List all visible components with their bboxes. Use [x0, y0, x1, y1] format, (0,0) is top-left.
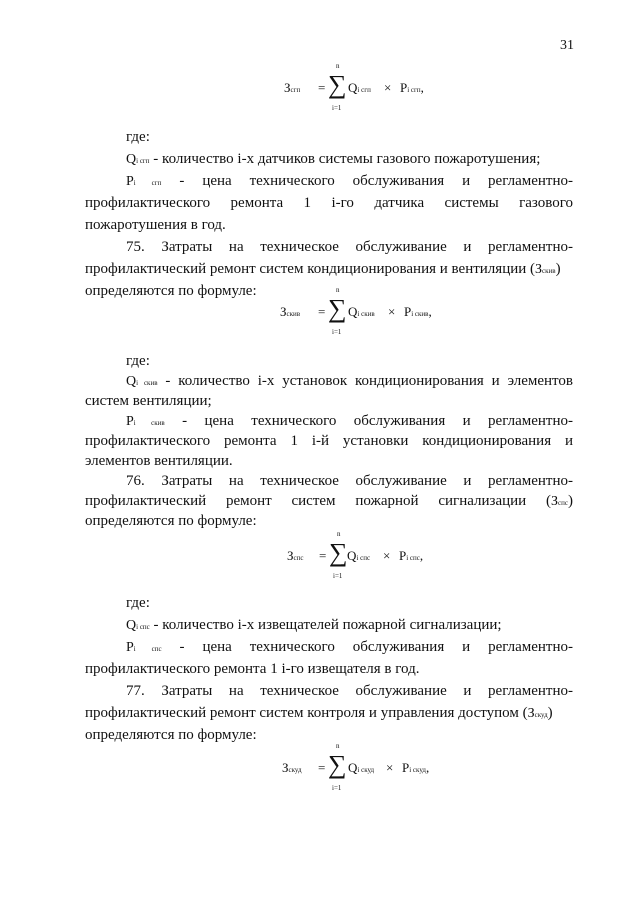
- formula-q: Qi спс: [347, 548, 371, 563]
- formula-p: Pi спс,: [399, 548, 424, 563]
- p-symbol: Pi скив: [126, 414, 165, 429]
- formula-p: Pi сгп,: [400, 80, 424, 95]
- formula-air-conditioning: [280, 288, 480, 348]
- equals-sign: =: [318, 304, 326, 319]
- paragraph-line: профилактического ремонта 1 i-го извещателя в год.: [85, 661, 420, 677]
- sum-lower-limit: i=1: [332, 328, 342, 336]
- equals-sign: =: [318, 80, 326, 95]
- p-symbol: Pi сгп: [126, 174, 162, 189]
- definition-p-line: Pi сгп - цена технического обслуживания и регламентно-: [126, 173, 574, 189]
- definition-q-line: Qi сгп - количество i-х датчиков системы газового пожаротушения;: [126, 151, 541, 167]
- formula-q: Qi сгп: [348, 80, 371, 95]
- item-75-line3: определяются по формуле:: [85, 283, 257, 299]
- sum-lower-limit: i=1: [333, 572, 343, 580]
- p-symbol: Pi спс: [126, 640, 162, 655]
- sum-upper-limit: n: [336, 286, 340, 294]
- formula-p: Pi скив,: [404, 304, 432, 319]
- sum-upper-limit: n: [337, 530, 341, 538]
- formula-q: Qi скуд: [348, 760, 375, 775]
- times-sign: ×: [384, 80, 392, 95]
- formula-p: Pi скуд,: [402, 760, 430, 775]
- times-sign: ×: [386, 760, 394, 775]
- formula-lhs: Зскуд: [282, 760, 302, 775]
- times-sign: ×: [388, 304, 396, 319]
- formula-lhs: Зспс: [287, 548, 304, 563]
- sigma-symbol: ∑: [328, 294, 347, 323]
- item-77-line3: определяются по формуле:: [85, 727, 257, 743]
- definition-q-line: Qi скив - количество i-х установок кондиционирования и элементов: [126, 373, 573, 389]
- paragraph-line: профилактического ремонта 1 i-го датчика системы газового: [85, 195, 573, 211]
- item-75-line2: профилактический ремонт систем кондиционирования и вентиляции (Зскив): [85, 261, 561, 277]
- q-symbol: Qi сгп: [126, 152, 150, 167]
- definition-p-line: Pi спс - цена технического обслуживания и регламентно-: [126, 639, 574, 655]
- sigma-symbol: ∑: [329, 538, 348, 567]
- item-77-heading: 77. Затраты на техническое обслуживание и регламентно-: [126, 683, 573, 699]
- paragraph-line: систем вентиляции;: [85, 393, 212, 409]
- equals-sign: =: [319, 548, 327, 563]
- where-label: где:: [126, 595, 150, 611]
- paragraph-line: элементов вентиляции.: [85, 453, 233, 469]
- sum-upper-limit: n: [336, 62, 340, 70]
- times-sign: ×: [383, 548, 391, 563]
- definition-q-line: Qi спс - количество i-х извещателей пожарной сигнализации;: [126, 617, 502, 633]
- item-76-line2: профилактический ремонт систем пожарной сигнализации (Зспс): [85, 493, 573, 509]
- q-symbol: Qi спс: [126, 618, 150, 633]
- formula-gas-fire: [284, 64, 484, 124]
- where-label: где:: [126, 353, 150, 369]
- sigma-symbol: ∑: [328, 750, 347, 779]
- formula-q: Qi скив: [348, 304, 375, 319]
- formula-lhs: Зсгп: [284, 80, 301, 95]
- sum-upper-limit: n: [336, 742, 340, 750]
- sum-lower-limit: i=1: [332, 784, 342, 792]
- page-number: 31: [560, 38, 574, 53]
- formula-fire-alarm: [287, 532, 487, 592]
- item-76-heading: 76. Затраты на техническое обслуживание и регламентно-: [126, 473, 573, 489]
- where-label: где:: [126, 129, 150, 145]
- formula-lhs: Зскив: [280, 304, 301, 319]
- paragraph-line: профилактического ремонта 1 i-й установки кондиционирования и: [85, 433, 573, 449]
- item-76-line3: определяются по формуле:: [85, 513, 257, 529]
- item-77-line2: профилактический ремонт систем контроля и управления доступом (Зскуд): [85, 705, 553, 721]
- sigma-symbol: ∑: [328, 70, 347, 99]
- q-symbol: Qi скив: [126, 374, 158, 389]
- definition-p-line: Pi скив - цена технического обслуживания и регламентно-: [126, 413, 573, 429]
- sum-lower-limit: i=1: [332, 104, 342, 112]
- equals-sign: =: [318, 760, 326, 775]
- paragraph-line: пожаротушения в год.: [85, 217, 226, 233]
- item-75-heading: 75. Затраты на техническое обслуживание и регламентно-: [126, 239, 573, 255]
- formula-access-control: [282, 744, 482, 804]
